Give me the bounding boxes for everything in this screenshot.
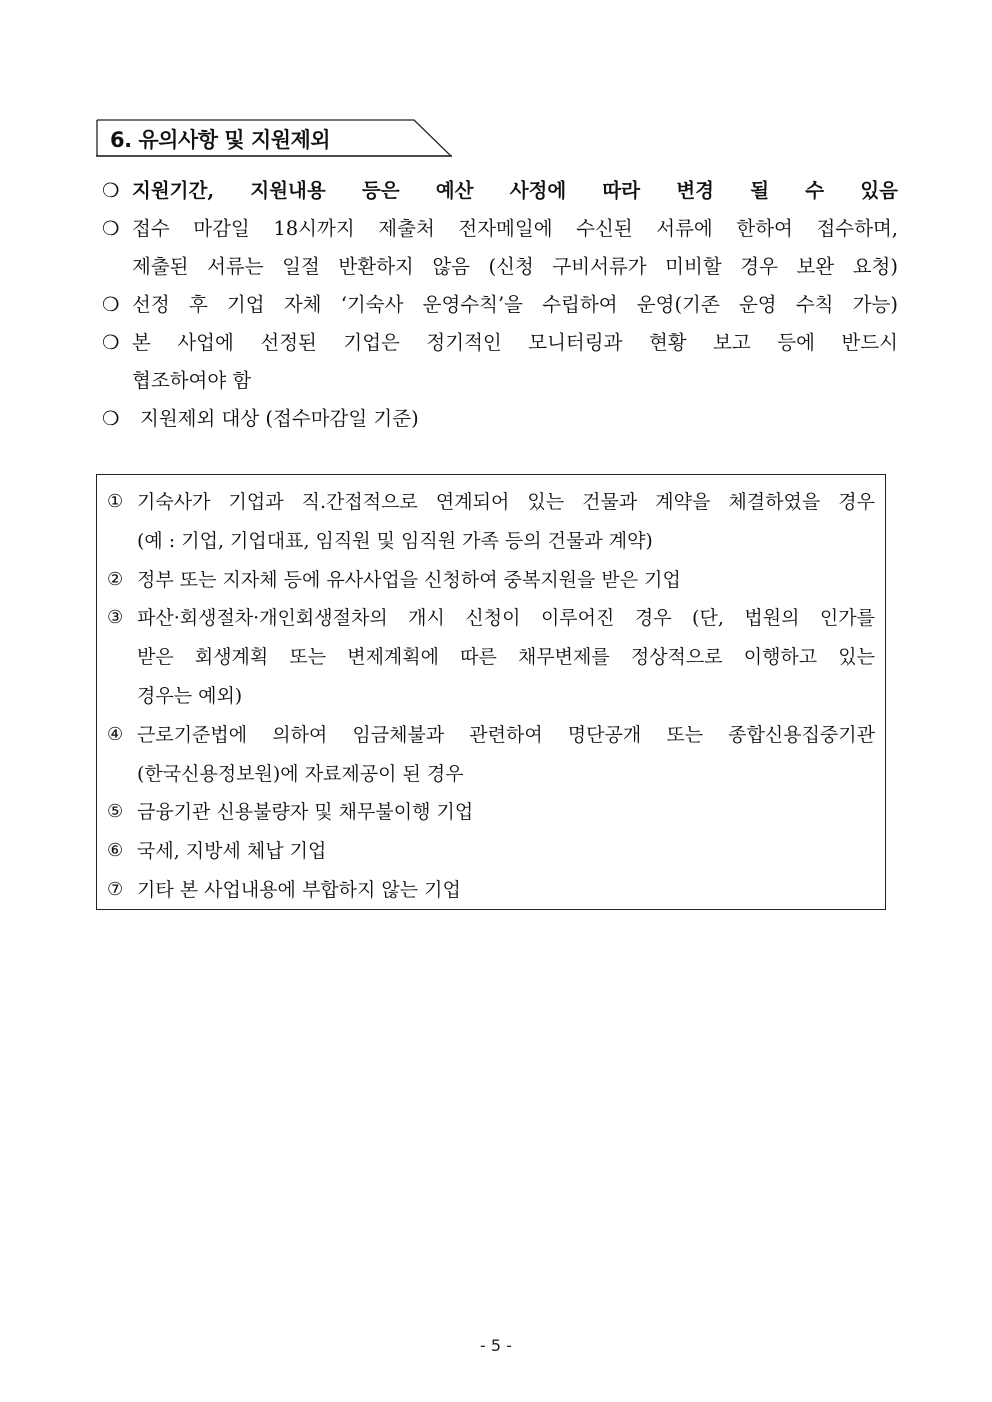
exclusion-item [107,599,875,638]
exclusion-item [107,716,875,755]
notice-list [102,172,898,438]
list-item [102,286,898,324]
item-number: ⑤ [107,801,124,823]
exclusion-item-continuation [107,638,875,677]
item-number: ① [107,491,124,512]
item-number: ④ [107,723,124,745]
section-title: 6. 유의사항 및 지원제외 [110,128,331,152]
list-item [102,324,898,362]
circle-bullet-icon: ❍ [102,293,120,316]
notice-text: 협조하여야 함 [132,369,252,392]
exclusion-item [107,832,875,871]
list-item [102,172,898,210]
exclusion-item [107,793,875,832]
exclusion-text: (예 : 기업, 기업대표, 임직원 및 임직원 가족 등의 건물과 계약) [137,529,653,552]
exclusion-item-continuation [107,522,875,561]
exclusion-item [107,561,875,600]
exclusion-text: 근로기준법에 의하여 임금체불과 관련하여 명단공개 또는 종합신용집중기관 [137,723,875,746]
list-item-continuation [102,362,898,400]
exclusion-text: 정부 또는 지자체 등에 유사사업을 신청하여 중복지원을 받은 기업 [137,568,681,591]
exclusion-text: 국세, 지방세 체납 기업 [137,840,327,863]
exclusion-item [107,483,875,522]
list-item [102,400,898,438]
item-number: ② [107,568,124,590]
item-number: ⑥ [107,840,124,862]
exclusion-text: 금융기관 신용불량자 및 채무불이행 기업 [137,801,474,824]
exclusion-box [96,474,886,910]
notice-text: 지원기간, 지원내용 등은 예산 사정에 따라 변경 될 수 있음 [132,179,898,202]
circle-bullet-icon: ❍ [102,217,120,240]
notice-text: 선정 후 기업 자체 ‘기숙사 운영수칙’을 수립하여 운영(기존 운영 수칙 가능) [132,293,898,316]
exclusion-item-continuation [107,755,875,794]
notice-text: 제출된 서류는 일절 반환하지 않음 (신청 구비서류가 미비할 경우 보완 요청) [132,255,898,278]
page-number: - 5 - [480,1336,512,1355]
section-header [96,118,452,158]
notice-text: 접수 마감일 18시까지 제출처 전자메일에 수신된 서류에 한하여 접수하며, [132,217,898,240]
item-number: ⑦ [107,878,124,900]
list-item [102,210,898,248]
exclusion-text: 받은 회생계획 또는 변제계획에 따른 채무변제를 정상적으로 이행하고 있는 [137,646,875,669]
item-number: ③ [107,607,124,629]
list-item-continuation [102,248,898,286]
exclusion-item [107,871,875,910]
circle-bullet-icon: ❍ [102,179,120,202]
exclusion-text: 기타 본 사업내용에 부합하지 않는 기업 [137,878,461,901]
notice-text: 본 사업에 선정된 기업은 정기적인 모니터링과 현황 보고 등에 반드시 [132,331,898,354]
circle-bullet-icon: ❍ [102,407,120,430]
exclusion-item-continuation [107,677,875,716]
exclusion-text: 경우는 예외) [137,684,243,707]
exclusion-text: (한국신용정보원)에 자료제공이 된 경우 [137,762,464,785]
exclusion-text: 기숙사가 기업과 직.간접적으로 연계되어 있는 건물과 계약을 체결하였을 경우 [137,491,875,513]
exclusion-text: 파산·회생절차·개인회생절차의 개시 신청이 이루어진 경우 (단, 법원의 인가를 [137,607,875,630]
notice-text: 지원제외 대상 (접수마감일 기준) [140,407,419,430]
circle-bullet-icon: ❍ [102,331,120,354]
